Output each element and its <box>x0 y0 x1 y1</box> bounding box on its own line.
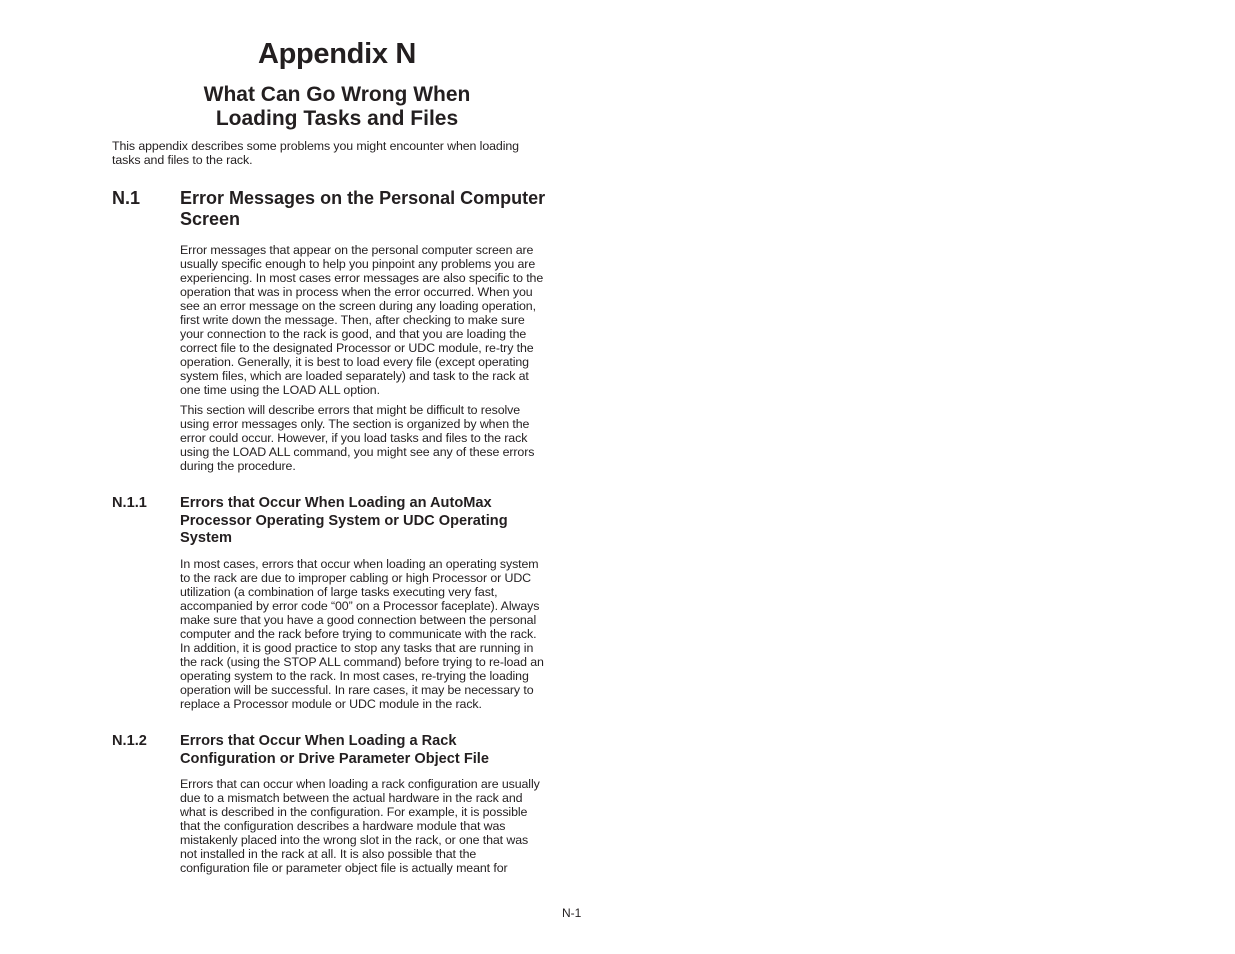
heading-line: Processor Operating System or UDC Operating <box>180 512 508 529</box>
text-line: operation that was in process when the error occurred. When you <box>180 285 533 299</box>
section-number: N.1.1 <box>112 495 147 511</box>
heading-line: Errors that Occur When Loading an AutoMax <box>180 495 492 511</box>
text-line: to the rack are due to improper cabling or high Processor or UDC <box>180 571 532 585</box>
section-heading <box>180 733 489 768</box>
subtitle-line: What Can Go Wrong When <box>203 83 471 106</box>
text-line: what is described in the configuration. For example, it is possible <box>180 805 528 819</box>
appendix-subtitle <box>112 83 562 131</box>
body-paragraph <box>180 777 540 875</box>
text-line: during the procedure. <box>180 459 296 473</box>
text-line: using error messages only. The section is organized by when the <box>180 417 530 431</box>
text-line: correct file to the designated Processor or UDC module, re-try the <box>180 341 534 355</box>
text-line: not installed in the rack at all. It is also possible that the <box>180 847 477 861</box>
section-heading <box>180 495 508 548</box>
text-line: replace a Processor module or UDC module in the rack. <box>180 697 482 711</box>
text-line: In most cases, errors that occur when loading an operating system <box>180 557 539 571</box>
text-line: error could occur. However, if you load tasks and files to the rack <box>180 431 528 445</box>
text-line: configuration file or parameter object file is actually meant for <box>180 861 508 875</box>
text-line: due to a mismatch between the actual hardware in the rack and <box>180 791 523 805</box>
heading-line: System <box>180 530 232 546</box>
text-line: computer and the rack before trying to communicate with the rack. <box>180 627 537 641</box>
text-line: the rack (using the STOP ALL command) before trying to re-load an <box>180 655 544 669</box>
subtitle-line: Loading Tasks and Files <box>215 107 459 130</box>
text-line: This section will describe errors that might be difficult to resolve <box>180 403 521 417</box>
text-line: experiencing. In most cases error messages are also specific to the <box>180 271 544 285</box>
heading-line: Screen <box>180 209 241 229</box>
text-line: usually specific enough to help you pinpoint any problems you are <box>180 257 536 271</box>
text-line: Errors that can occur when loading a rack configuration are usually <box>180 777 540 791</box>
text-line: your connection to the rack is good, and that you are loading the <box>180 327 527 341</box>
heading-line: Configuration or Drive Parameter Object File <box>180 750 489 767</box>
section-number: N.1 <box>112 188 141 208</box>
text-line: system files, which are loaded separately) and task to the rack at <box>180 369 529 383</box>
text-line: tasks and files to the rack. <box>112 153 253 167</box>
text-line: make sure that you have a good connection between the personal <box>180 613 537 627</box>
text-line: operating system to the rack. In most cases, re-trying the loading <box>180 669 529 683</box>
intro-paragraph <box>112 139 519 167</box>
text-line: accompanied by error code “00” on a Processor faceplate). Always <box>180 599 540 613</box>
text-line: mistakenly placed into the wrong slot in the rack, or one that was <box>180 833 529 847</box>
text-line: utilization (a combination of large tasks executing very fast, <box>180 585 498 599</box>
page-number: N-1 <box>562 906 582 920</box>
appendix-title: Appendix N <box>257 38 417 70</box>
heading-line: Errors that Occur When Loading a Rack <box>180 733 457 749</box>
text-line: one time using the LOAD ALL option. <box>180 383 380 397</box>
text-line: see an error message on the screen during any loading operation, <box>180 299 536 313</box>
text-line: first write down the message. Then, after checking to make sure <box>180 313 525 327</box>
section-number: N.1.2 <box>112 733 147 749</box>
section-heading <box>180 188 545 230</box>
body-paragraph <box>180 243 543 397</box>
text-line: In addition, it is good practice to stop any tasks that are running in <box>180 641 534 655</box>
body-paragraph <box>180 403 534 473</box>
text-line: This appendix describes some problems you might encounter when loading <box>112 139 519 153</box>
body-paragraph <box>180 557 544 711</box>
text-line: using the LOAD ALL command, you might see any of these errors <box>180 445 535 459</box>
text-line: operation. Generally, it is best to load every file (except operating <box>180 355 529 369</box>
text-line: Error messages that appear on the personal computer screen are <box>180 243 534 257</box>
heading-line: Error Messages on the Personal Computer <box>180 188 546 208</box>
text-line: operation will be successful. In rare cases, it may be necessary to <box>180 683 534 697</box>
text-line: that the configuration describes a hardware module that was <box>180 819 506 833</box>
